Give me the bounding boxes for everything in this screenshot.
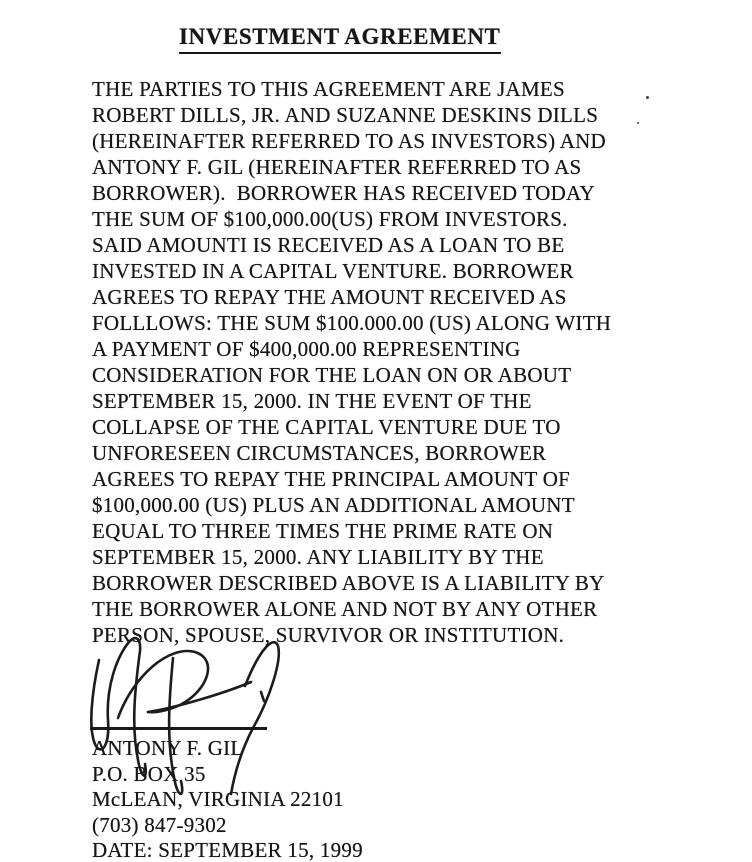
scan-speck bbox=[637, 122, 639, 124]
body-line: SEPTEMBER 15, 2000. IN THE EVENT OF THE bbox=[92, 389, 532, 413]
body-line: A PAYMENT OF $400,000.00 REPRESENTING bbox=[92, 337, 521, 361]
body-line: FOLLLOWS: THE SUM $100.000.00 (US) ALONG WITH bbox=[92, 311, 612, 335]
signatory-po-box: P.O. BOX 35 bbox=[92, 761, 206, 786]
body-line: THE BORROWER ALONE AND NOT BY ANY OTHER bbox=[92, 597, 598, 621]
body-line: $100,000.00 (US) PLUS AN ADDITIONAL AMOUNT bbox=[92, 493, 575, 517]
signature-date: DATE: SEPTEMBER 15, 1999 bbox=[92, 838, 363, 862]
body-line: SAID AMOUNTI IS RECEIVED AS A LOAN TO BE bbox=[92, 233, 565, 257]
body-line: THE PARTIES TO THIS AGREEMENT ARE JAMES bbox=[92, 77, 565, 101]
body-line: BORROWER). BORROWER HAS RECEIVED TODAY bbox=[92, 181, 595, 205]
signature-block bbox=[92, 736, 363, 862]
signatory-city-state-zip: McLEAN, VIRGINIA 22101 bbox=[92, 787, 344, 811]
body-line: THE SUM OF $100,000.00(US) FROM INVESTORS. bbox=[92, 207, 568, 231]
body-line: BORROWER DESCRIBED ABOVE IS A LIABILITY BY bbox=[92, 571, 605, 595]
body-line: AGREES TO REPAY THE AMOUNT RECEIVED AS bbox=[92, 285, 567, 309]
body-line: SEPTEMBER 15, 2000. ANY LIABILITY BY THE bbox=[92, 545, 544, 569]
body-line: INVESTED IN A CAPITAL VENTURE. BORROWER bbox=[92, 259, 574, 283]
signature-line bbox=[90, 727, 267, 730]
body-line: ANTONY F. GIL (HEREINAFTER REFERRED TO AS bbox=[92, 155, 582, 179]
body-line: PERSON, SPOUSE, SURVIVOR OR INSTITUTION. bbox=[92, 623, 565, 647]
body-line: COLLAPSE OF THE CAPITAL VENTURE DUE TO bbox=[92, 415, 561, 439]
signatory-phone: (703) 847-9302 bbox=[92, 812, 227, 837]
document-title: INVESTMENT AGREEMENT bbox=[179, 24, 501, 54]
body-line: UNFORESEEN CIRCUMSTANCES, BORROWER bbox=[92, 441, 547, 465]
body-text bbox=[92, 76, 611, 648]
scan-speck bbox=[646, 96, 649, 99]
body-line: CONSIDERATION FOR THE LOAN ON OR ABOUT bbox=[92, 363, 572, 387]
signatory-name: ANTONY F. GIL bbox=[92, 736, 244, 760]
body-line: (HEREINAFTER REFERRED TO AS INVESTORS) AND bbox=[92, 129, 606, 153]
body-line: EQUAL TO THREE TIMES THE PRIME RATE ON bbox=[92, 519, 554, 543]
body-line: ROBERT DILLS, JR. AND SUZANNE DESKINS DILLS bbox=[92, 103, 599, 127]
body-line: AGREES TO REPAY THE PRINCIPAL AMOUNT OF bbox=[92, 467, 571, 491]
